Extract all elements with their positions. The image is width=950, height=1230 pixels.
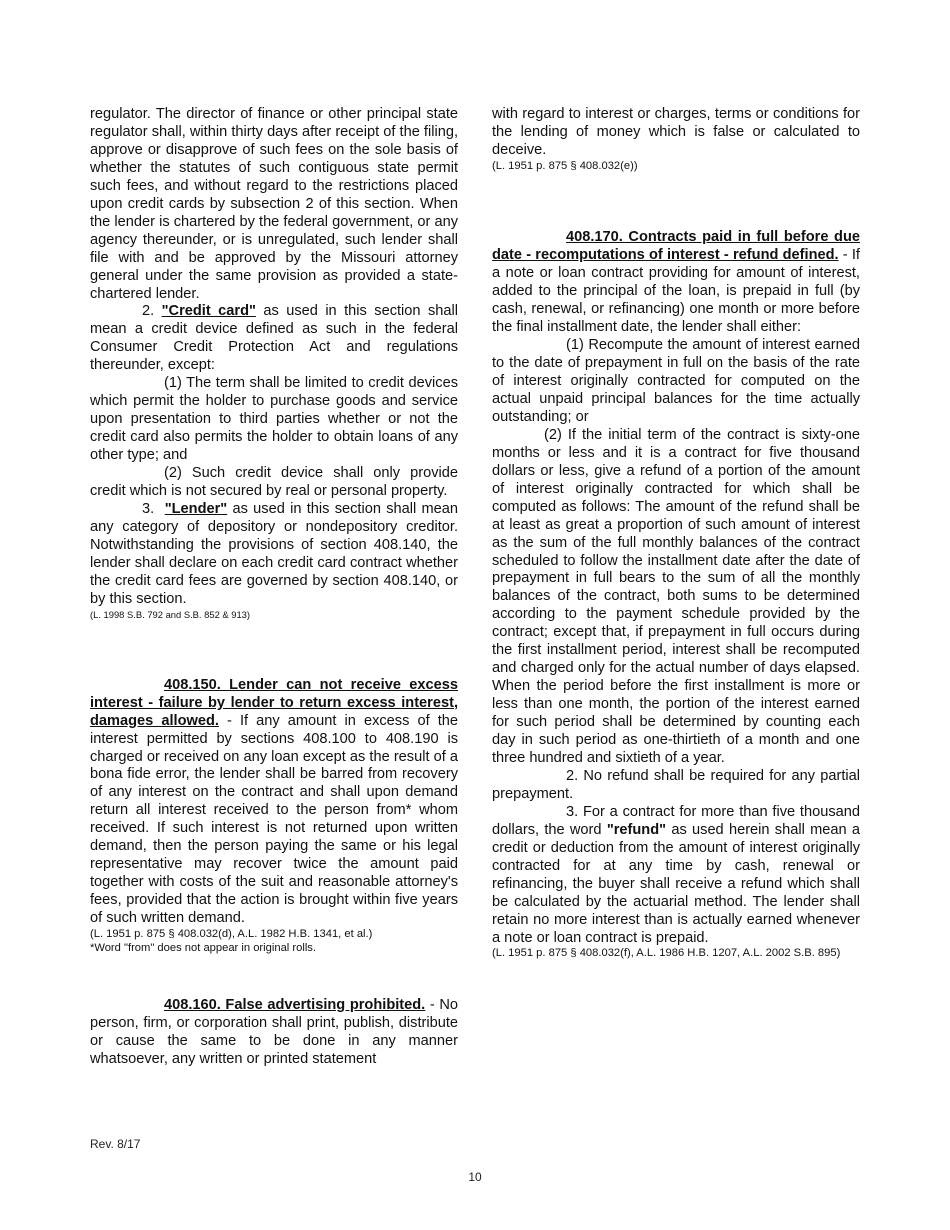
section-408-160 bbox=[90, 997, 458, 1069]
paragraph-credit-card-item-1: (1) The term shall be limited to credit devices which permit the holder to purchase goods and service upon presentation to third parties whether or not the credit card also permits the holder to obtain loans of any other type; and bbox=[90, 375, 458, 464]
lender-definition-text: as used in this section shall mean any category of depository or nondepository creditor. Notwithstanding the provisions of section 408.140, the lender shall declare on each credit card contract whether the credit card fees are governed by section 408.140, or by this section. bbox=[90, 500, 458, 607]
left-column bbox=[90, 106, 458, 1069]
paragraph-refund-computation: (2) If the initial term of the contract is sixty-one months or less and it is a contract for five thousand dollars or less, give a refund of a portion of the amount of interest originally contracted for which shall be computed as follows: The amount of the refund shall be at least as great a proportion of such amount of interest as the sum of the full monthly balances of the contract scheduled to follow the installment date after the date of prepayment in full bears to the sum of all the monthly balances of the contract, both sums to be determined according to the payment schedule provided by the contract; except that, if prepayment in full occurs during the first installment period, interest shall be recomputed and charged only for the actual number of days elapsed. When the period before the first installment is more or less than one month, the portion of the interest earned for such period shall be determined by counting each day in such period as one-thirtieth of a month and one three hundred and sixtieth of a year. bbox=[492, 426, 860, 766]
term-lender: "Lender" bbox=[164, 500, 228, 517]
section-text-408-170: - If a note or loan contract providing for amount of interest, added to the principal of the loan, is prepaid in full (by cash, renewal, or refinancing) one month or more before the final installment date, the lender shall either: bbox=[492, 247, 860, 336]
section-heading-408-160: 408.160. False advertising prohibited. bbox=[164, 997, 426, 1014]
section-spacer bbox=[90, 955, 458, 997]
paragraph-partial-prepayment: 2. No refund shall be required for any partial prepayment. bbox=[492, 767, 860, 802]
right-column bbox=[492, 106, 860, 961]
paragraph-regulator: regulator. The director of finance or other principal state regulator shall, within thirty days after receipt of the filing, approve or disapprove of such fees on the sole basis of whether the statutes of such contiguous state permit such fees, and without regard to the restrictions placed upon credit cards by subsection 2 of this section. When the lender is chartered by the federal government, or any agency thereunder, or is unregulated, such lender shall file with and be approved by the Missouri attorney general under the same provision as provided a state-chartered lender. bbox=[90, 106, 458, 302]
paragraph-credit-card-definition bbox=[90, 303, 458, 375]
citation-408-150: (L. 1951 p. 875 § 408.032(d), A.L. 1982 H.B. 1341, et al.) bbox=[90, 928, 373, 941]
section-spacer bbox=[492, 173, 860, 229]
paragraph-recompute-interest: (1) Recompute the amount of interest earned to the date of prepayment in full on the basis of the rate of interest originally contracted for computed on the actual unpaid principal balances for the time actually outstanding; or bbox=[492, 337, 860, 425]
page-number: 10 bbox=[468, 1170, 482, 1184]
section-408-150 bbox=[90, 677, 458, 928]
citation-408-170: (L. 1951 p. 875 § 408.032(f), A.L. 1986 H.B. 1207, A.L. 2002 S.B. 895) bbox=[492, 947, 841, 960]
subsection-number: 2. bbox=[142, 303, 155, 320]
term-credit-card: "Credit card" bbox=[161, 303, 256, 320]
refund-definition-prefix: 3. For a contract for more than five thousand dollars, the word bbox=[492, 803, 860, 838]
paragraph-credit-card-item-2: (2) Such credit device shall only provide credit which is not secured by real or personal property. bbox=[90, 465, 458, 500]
revision-label: Rev. 8/17 bbox=[90, 1137, 141, 1151]
section-text-408-160: - No person, firm, or corporation shall print, publish, distribute or cause the same to be done in any manner whatsoever, any written or printed statement bbox=[90, 997, 459, 1067]
section-spacer bbox=[90, 621, 458, 677]
term-refund: "refund" bbox=[606, 821, 667, 838]
section-text-408-150: - If any amount in excess of the interest permitted by sections 408.100 to 408.190 is charged or received on any loan except as the result of a bona fide error, the lender shall be barred from recovery of any interest on the contract and shall upon demand return all interest received to the person from* whom received. If such interest is not returned upon written demand, then the person paying the same or his legal representative may recover twice the amount paid together with costs of the suit and reasonable attorney's fees, provided that the action is brought within five years of such written demand. bbox=[90, 712, 458, 927]
paragraph-continuation-408-160: with regard to interest or charges, terms or conditions for the lending of money which is false or calculated to deceive. bbox=[492, 106, 860, 158]
footnote-from: *Word "from" does not appear in original rolls. bbox=[90, 941, 317, 954]
refund-definition-text: as used herein shall mean a credit or deduction from the amount of interest originally contracted for at any time by cash, renewal or refinancing, the buyer shall receive a refund which shall be calculated by the actuarial method. The lender shall retain no more interest than is actually earned whenever a note or loan contract is prepaid. bbox=[492, 821, 860, 946]
subsection-number: 3. bbox=[142, 500, 155, 517]
citation-408-160: (L. 1951 p. 875 § 408.032(e)) bbox=[492, 159, 638, 172]
citation-408-145: (L. 1998 S.B. 792 and S.B. 852 & 913) bbox=[90, 608, 251, 620]
credit-card-definition-text: as used in this section shall mean a credit device defined as such in the federal Consumer Credit Protection Act and regulations thereunder, except: bbox=[90, 303, 458, 374]
section-heading-408-150: 408.150. Lender can not receive excess interest - failure by lender to return excess interest, damages allowed. bbox=[90, 676, 458, 729]
paragraph-lender-definition bbox=[90, 501, 458, 609]
section-408-170 bbox=[492, 229, 860, 337]
section-heading-408-170: 408.170. Contracts paid in full before due date - recomputations of interest - refund defined. bbox=[492, 229, 860, 264]
paragraph-refund-definition bbox=[492, 804, 860, 948]
